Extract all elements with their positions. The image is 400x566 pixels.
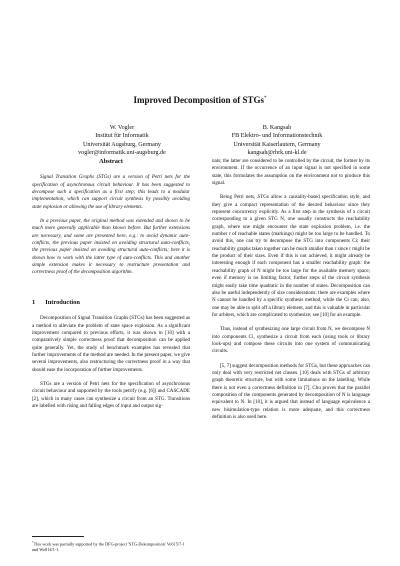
body-paragraph: [5, 7] suggest decomposition methods for STGs, but these approaches can only deal with very restricted net classes. [10] deals with STGs of arbitrary graph theoretic structure, but with some limitations on the labelling. While there is not even a correctness definition in [7], Chu proves that the parallel composition of the components generated by decomposition of N is language equivalent to N. In [10], it is argued that instead of language equivalence a new bisimulation-type relation is more adequate, and this correctness definition is also used here. (212, 362, 370, 420)
abstract-paragraph: In a previous paper, the original method was extended and shown to be much more generally applicable than known before. But further extensions are necessary, and some are presented here, e.g.: to avoid dynamic auto-conflicts, the previous paper insisted on avoiding structural auto-conflicts, the previous paper insisted on avoiding structural auto-conflicts; here it is shown how to work with the latter type of auto-conflicts. This and another simple extension makes it necessary to restructure presentation and correctness proof of the decomposition algorithm. (32, 218, 190, 276)
body-paragraph: Decomposition of Signal Transition Graphs (STGs) has been suggested as a method to alleviate the problem of state space explosion. As a significant improvement compared to previous efforts, it was shown in [10] with a comparatively simple correctness proof that decomposition can be applied quite generally. Yet, the study of benchmark examples has revealed that further improvements of the method are needed. In the present paper, we give several improvements, also restructuring the correctness proof in a way that should ease the incorporation of further improvements. (32, 315, 190, 373)
body-paragraph: STGs are a version of Petri nets for the specification of asynchronous circuit behaviour and supported by the tools petrify (e.g. [6]) and CASCADE [2], which in many cases can synthesize a circuit from an STG. Transitions are labelled with rising and falling edges of input and output sig- (32, 380, 190, 409)
author-affiliation: Institut für Informatik (95, 133, 149, 140)
title-footnote-mark: * (264, 96, 267, 101)
section-number: 1 (32, 298, 36, 306)
abstract (32, 174, 190, 276)
paper-title (0, 93, 400, 106)
left-column (32, 158, 190, 417)
abstract-heading: Abstract (99, 158, 123, 165)
abstract-paragraph: Signal Transition Graphs (STGs) are a version of Petri nets for the specification of asynchronous circuit behaviour. It has been suggested to decompose such a specification as a first step; this leads to a modular implementation, which can support circuit synthesis by possibly avoiding state explosion or allowing the use of library elements. (32, 174, 190, 210)
body-paragraph: Being Petri nets, STGs allow a causality-based specification style, and they give a compact representation of the desired behaviour since they represent concurrency explicitly. As a first step in the synthesis of a circuit corresponding to a given STG N, one usually constructs the reachability graph, where one might encounter the state explosion problem, i.e. the number r of reachable states (markings) might be too large to be handled. To avoid this, one can try to decompose the STG into components Ci; their reachability graphs taken together can be much smaller than r since r might be the product of their sizes. Even if this is not achieved, it might already be interesting enough if each component has a smaller reachability graph: the reachability graph of N might be too large for the available memory space; even if memory is no limiting factor, further steps of the circuit synthesis might easily take time quadratic in the number of states. Decomposition can also be useful independently of size considerations: there are examples where N cannot be handled by a specific synthesis method, while the Ci can; also, one may be able to split off a library element, and this is valuable in particular for arbiters, which are complicated to synthesize; see [10] for an example. (212, 194, 370, 318)
author-affiliation: Universität Kaiserlautern, Germany (233, 141, 321, 148)
author-email: kangsah@rhrk.uni-kl.de (247, 149, 307, 156)
body-paragraph: Thus, instead of synthesizing one large circuit from N, we decompose N into components Ci, synthesize a circuit from each (using tools or library look-ups) and compose these circuits into one system of communicating circuits. (212, 326, 370, 355)
author-name: W. Vogler (109, 125, 135, 131)
author-affiliation: Universität Augsburg, Germany (83, 141, 161, 148)
author-block-2 (212, 124, 342, 157)
section-heading (32, 299, 190, 306)
footnote-rule (32, 536, 84, 537)
author-name: B. Kangsah (262, 125, 292, 131)
right-column (212, 158, 370, 428)
author-block-1 (58, 124, 186, 157)
author-affiliation: FB Elektro- und Informationstechnik (231, 133, 323, 140)
footnote-mark: * (32, 540, 34, 544)
author-email: vogler@informatik.uni-augsburg.de (78, 149, 166, 156)
body-paragraph: nals; the latter are considered to be controlled by the circuit, the former by its environment. If the occurrence of an input signal is not specified in some state, this formulates the assumption on the environment not to produce this signal. (212, 158, 370, 187)
section-title: Introduction (45, 298, 80, 306)
footnote-text: This work was partially supported by the DFG-project 'STG-Dekomposition' Vo615/7-1 and Wo814/1-1. (32, 541, 185, 553)
paper-title-text: Improved Decomposition of STGs (133, 95, 265, 105)
footnote (32, 536, 192, 553)
